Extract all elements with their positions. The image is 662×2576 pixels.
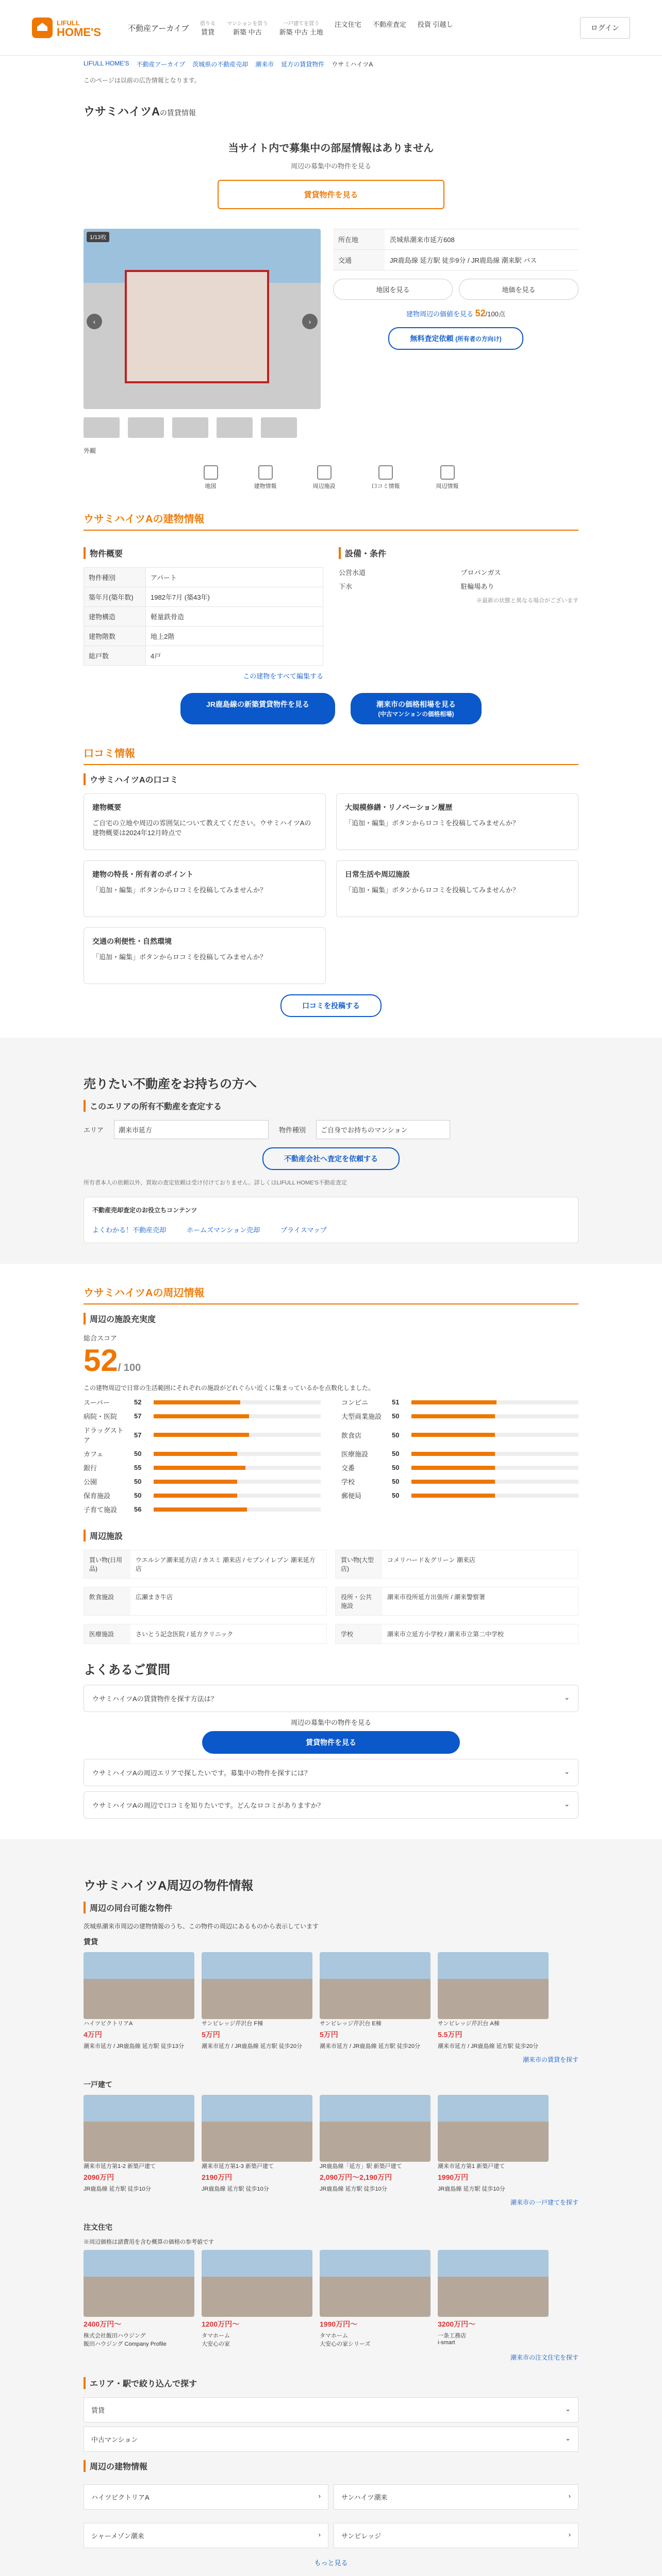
address-value: 茨城県潮来市延方608 — [390, 236, 455, 244]
area-icon — [440, 465, 455, 480]
property-photo — [84, 2250, 194, 2317]
nav-house[interactable]: 一戸建てを買う 新築 中古 土地 — [279, 21, 323, 36]
nav-rent[interactable]: 借りる 賃貸 — [200, 21, 216, 36]
faq-rent-button[interactable]: 賃貸物件を見る — [202, 1731, 460, 1754]
score-bar — [154, 1480, 321, 1484]
content-link[interactable]: ホームズマンション売却 — [187, 1226, 260, 1234]
order-note: ※周辺価格は諸費用を含む概算の価格の参考値です — [84, 2239, 214, 2245]
score-bar-value: 50 — [392, 1412, 400, 1420]
property-photo — [438, 1952, 549, 2019]
house-more-link[interactable]: 潮来市の一戸建てを探す — [510, 2199, 578, 2206]
house-list — [84, 2095, 578, 2193]
score-bar-fill — [154, 1452, 237, 1456]
score-bar — [154, 1494, 321, 1498]
property-card[interactable]: 1990万円〜 タマホーム 大安心の家シリーズ — [320, 2250, 431, 2348]
no-vacancy-heading: 当サイト内で募集中の部屋情報はありません — [228, 143, 434, 154]
chevron-down-icon: ⌄ — [564, 1693, 570, 1701]
score-bar-label: 銀行 — [84, 1464, 97, 1472]
score-bar — [411, 1466, 578, 1470]
property-photo — [320, 1952, 431, 2019]
score-bar-fill — [411, 1466, 495, 1470]
score-bar-fill — [154, 1414, 249, 1418]
photo-caption: 外観 — [84, 447, 96, 454]
property-card[interactable]: 2400万円〜 株式会社飯田ハウジング 飯田ハウジング Company Profile — [84, 2250, 194, 2348]
around-note: 茨城県潮来市周辺の建物情報のうち、この物件の周辺にあるものから表示しています — [84, 1923, 319, 1930]
review-sub: ウサミハイツAの口コミ — [84, 773, 578, 785]
icon-review[interactable]: 口コミ情報 — [372, 465, 400, 490]
score-bar-label: 保育施設 — [84, 1492, 111, 1500]
score-bar-value: 52 — [134, 1398, 142, 1406]
thumbnail[interactable] — [128, 417, 164, 438]
crumb-archive[interactable]: 不動産アーカイブ — [136, 61, 186, 68]
score-bar-label: 学校 — [341, 1478, 355, 1486]
valuation-link[interactable]: 建物周辺の価値を見る — [406, 310, 474, 318]
prev-arrow-icon[interactable]: ‹ — [87, 314, 102, 329]
icon-fac[interactable]: 周辺施設 — [313, 465, 336, 490]
area-link[interactable]: 賃貸 ⌄ — [84, 2397, 578, 2422]
score-bar-row — [341, 1425, 578, 1445]
score-bar-label: 病院・医院 — [84, 1413, 118, 1420]
map-icon — [204, 465, 218, 480]
score-bar — [411, 1480, 578, 1484]
score-bar-fill — [154, 1433, 249, 1437]
property-card[interactable]: JR鹿島線「延方」駅 新築戸建て 2,090万円〜2,190万円 JR鹿島線 延方駅 徒歩10分 — [320, 2095, 431, 2193]
score-bar-fill — [154, 1480, 237, 1484]
area-select[interactable]: 潮来市延方 — [114, 1120, 269, 1139]
free-assess-button[interactable]: 無料査定依頼 (所有者の方向け) — [388, 327, 523, 350]
thumbnail[interactable] — [84, 417, 120, 438]
crumb-area[interactable]: 延方の賃貸物件 — [281, 61, 325, 68]
building-icon — [258, 465, 273, 480]
chevron-down-icon: ⌄ — [565, 2405, 571, 2413]
review-card: 交通の利便性・自然環境 「追加・編集」ボタンからロコミを投稿してみませんか？ — [84, 927, 326, 984]
score-bar — [411, 1494, 578, 1498]
crumb-city[interactable]: 潮来市 — [255, 61, 274, 68]
score-bar-fill — [411, 1400, 496, 1404]
score-bar-row — [84, 1397, 321, 1407]
property-photo — [320, 2095, 431, 2162]
score-bar — [411, 1452, 578, 1456]
photo-counter: 1/13枚 — [87, 232, 109, 242]
property-card[interactable]: サンビレッジ芹沢台 E棟 5万円 潮来市延方 / JR鹿島線 延方駅 徒歩20分 — [320, 1952, 431, 2050]
facility-grid: 買い物(日用品) ウエルシア潮来延方店 / カスミ 潮来店 / セブンイレブン 潮来延方店 買い物(大型店) コメリハード＆グリーン 潮来店 飲食施設 広瀬まき牛店 役所・公共施設 潮来市役所延方出張所 / 潮来警察署 医療施設 さいとう記念医院 / 延方クリニック 学校 潮来市立延方小学校 / 潮来市立第二中学校 — [84, 1550, 578, 1644]
property-card[interactable]: サンビレッジ芹沢台 F棟 5万円 潮来市延方 / JR鹿島線 延方駅 徒歩20分 — [202, 1952, 312, 2050]
thumbnail[interactable] — [217, 417, 253, 438]
review-card: 建物概要 ご自宅の立地や周辺の雰囲気について教えてください。ウサミハイツAの建物概要は2024年12月時点で — [84, 793, 326, 850]
edit-link[interactable]: この建物をすべて編集する — [243, 672, 323, 680]
equip-list: 公営水道 プロパンガス 下水 駐輪場あり — [339, 569, 501, 590]
facility-icon — [317, 465, 332, 480]
order-list — [84, 2250, 578, 2348]
score-bar — [154, 1400, 321, 1404]
review-heading: 口コミ情報 — [84, 745, 578, 765]
overview-table: 物件種別 アパート 築年月(築年数) 1982年7月 (築43年) 建物構造 軽量鉄骨造 建物階数 地上2階 総戸数 4戸 — [84, 567, 323, 666]
faq-item[interactable]: ウサミハイツAの周辺で口コミを知りたいです。どんなロコミがありますか？ ⌄ — [84, 1791, 578, 1819]
score-bar-value: 50 — [392, 1464, 400, 1471]
rent-more-link[interactable]: 潮来市の賃貸を探す — [522, 2056, 578, 2063]
page-title: ウサミハイツAの賃貸情報 — [84, 105, 196, 118]
see-rent-button[interactable]: 賃貸物件を見る — [218, 180, 444, 209]
house-image — [125, 270, 269, 383]
score-bar-label: スーパー — [84, 1399, 110, 1406]
score-bar-value: 57 — [134, 1412, 142, 1420]
site-header — [0, 0, 662, 56]
score-bar-fill — [154, 1400, 240, 1404]
chevron-down-icon: ⌄ — [565, 2434, 571, 2442]
score-bar-fill — [411, 1494, 495, 1498]
score-bar-fill — [411, 1480, 495, 1484]
score-bar-row — [84, 1425, 321, 1445]
thumbnail[interactable] — [172, 417, 208, 438]
line-rent-button[interactable]: JR鹿島線の新築賃貸物件を見る — [180, 693, 335, 724]
score-bar-label: 飲食店 — [341, 1431, 362, 1439]
score-bar-value: 50 — [392, 1492, 400, 1499]
score-bar-row — [341, 1411, 578, 1421]
nav-assess[interactable]: 不動産査定 — [372, 21, 406, 28]
valuation-unit: /100点 — [485, 310, 505, 318]
score-bar-label: カフェ — [84, 1450, 104, 1458]
property-photo — [320, 2250, 431, 2317]
around-sub: 周辺の同台可能な物件 — [84, 1902, 578, 1913]
chevron-down-icon: ⌄ — [564, 1800, 570, 1808]
login-button[interactable]: ログイン — [580, 17, 630, 39]
score-bar-row — [341, 1477, 578, 1486]
notice-text: このページは以前の広告情報となります。 — [84, 77, 201, 84]
score-bar — [411, 1400, 578, 1404]
sell-heading: 売りたい不動産をお持ちの方へ — [84, 1077, 257, 1091]
chevron-right-icon: › — [318, 2531, 321, 2538]
map-button[interactable]: 地図を見る — [333, 279, 453, 300]
property-photo — [202, 1952, 312, 2019]
archive-label[interactable]: 不動産アーカイブ — [128, 24, 189, 33]
property-card[interactable]: 潮来市延方第1 新築戸建て 1990万円 JR鹿島線 延方駅 徒歩10分 — [438, 2095, 549, 2193]
score-bar-label: 大型商業施設 — [341, 1413, 382, 1420]
neighbor-link[interactable]: サンハイツ潮来 › — [334, 2484, 578, 2510]
sell-sub: このエリアの所有不動産を査定する — [84, 1100, 578, 1112]
thumbnail-strip — [84, 417, 321, 438]
env-note: この建物周辺で日常の生活範囲にそれぞれの施設がどれぐらい近くに集まっているかを点数化しました。 — [84, 1384, 375, 1392]
main-nav — [200, 19, 453, 37]
no-vacancy-box — [84, 129, 578, 229]
around-heading: ウサミハイツA周辺の物件情報 — [84, 1879, 254, 1893]
access-value: JR鹿島線 延方駅 徒歩9分 / JR鹿島線 潮来駅 バス — [390, 257, 537, 264]
logo-house-icon — [32, 18, 53, 38]
logo-big: HOME'S — [57, 26, 101, 39]
score-bars — [84, 1397, 578, 1514]
rent-heading: 賃貸 — [84, 1938, 98, 1946]
icon-bldg[interactable]: 建物情報 — [254, 465, 277, 490]
thumbnail[interactable] — [261, 417, 297, 438]
chevron-right-icon: › — [568, 2492, 571, 2500]
score-bar-value: 51 — [392, 1398, 400, 1406]
total-score: 52/ 100 — [84, 1343, 141, 1378]
score-bar — [411, 1414, 578, 1418]
nav-order[interactable]: 注文住宅 — [334, 21, 361, 28]
breadcrumb — [84, 56, 578, 73]
neighbor-link[interactable]: サンビレッジ › — [334, 2523, 578, 2548]
order-heading: 注文住宅 — [84, 2223, 112, 2231]
overview-heading: 物件概要 — [84, 547, 323, 559]
env-sub: 周辺の施設充実度 — [84, 1313, 578, 1325]
address-label: 所在地 — [333, 229, 385, 249]
crumb-home[interactable]: LIFULL HOME'S — [84, 60, 129, 67]
equip-note: ※最新の状態と異なる場合がございます — [476, 598, 578, 604]
faq-item[interactable]: ウサミハイツAの賃貸物件を探す方法は？ ⌄ — [84, 1685, 578, 1712]
content-link[interactable]: よくわかる！不動産売却 — [92, 1226, 167, 1234]
crumb-current: ウサミハイツA — [332, 61, 373, 68]
review-card: 建物の特長・所有者のポイント 「追加・編集」ボタンからロコミを投稿してみませんか？ — [84, 860, 326, 917]
price-button[interactable]: 地価を見る — [459, 279, 578, 300]
score-bar-row — [84, 1504, 321, 1514]
neighbor-heading: 周辺の建物情報 — [84, 2460, 578, 2472]
type-label: 物件種別 — [279, 1126, 306, 1134]
property-card[interactable]: サンビレッジ芹沢台 A棟 5.5万円 潮来市延方 / JR鹿島線 延方駅 徒歩20分 — [438, 1952, 549, 2050]
score-bar-value: 50 — [134, 1492, 142, 1499]
score-bar-value: 50 — [134, 1478, 142, 1485]
score-bar-value: 57 — [134, 1431, 142, 1439]
score-bar-row — [84, 1411, 321, 1421]
area-link[interactable]: 中古マンション ⌄ — [84, 2427, 578, 2452]
score-bar-row — [84, 1449, 321, 1459]
logo-small: LIFULL — [57, 19, 80, 27]
chevron-down-icon: ⌄ — [564, 1768, 570, 1775]
order-more-link[interactable]: 潮来市の注文住宅を探す — [510, 2354, 578, 2361]
score-bar — [154, 1433, 321, 1437]
crumb-pref[interactable]: 茨城県の不動産売却 — [192, 61, 249, 68]
score-bar-fill — [411, 1452, 495, 1456]
type-select[interactable]: ご自身でお持ちのマンション — [316, 1120, 450, 1139]
access-label: 交通 — [333, 250, 385, 270]
faq-heading: よくあるご質問 — [84, 1663, 170, 1677]
neighbor-link[interactable]: シャーメゾン潮来 › — [84, 2523, 328, 2548]
score-bar — [411, 1433, 578, 1437]
property-card[interactable]: 3200万円〜 一条工務店 i-smart — [438, 2250, 549, 2348]
sell-note: 所有者本人の依頼以外、買取の査定依頼は受け付けておりません。詳しくはLIFULL HOME'S不動産査定 — [84, 1180, 347, 1186]
property-card[interactable]: ハイツビクトリアA 4万円 潮来市延方 / JR鹿島線 延方駅 徒歩13分 — [84, 1952, 194, 2050]
property-photo — [438, 2095, 549, 2162]
score-bar-label: 子育て施設 — [84, 1506, 118, 1514]
house-heading: 一戸建て — [84, 2080, 112, 2089]
score-bar-label: コンビニ — [341, 1399, 369, 1406]
score-bar-fill — [154, 1466, 245, 1470]
review-card: 大規模修繕・リノベーション履歴 「追加・編集」ボタンからロコミを投稿してみませんか？ — [336, 793, 578, 850]
score-bar — [154, 1452, 321, 1456]
review-card: 日常生活や周辺施設 「追加・編集」ボタンからロコミを投稿してみませんか？ — [336, 860, 578, 917]
faq-item[interactable]: ウサミハイツAの周辺エリアで探したいです。募集中の物件を探すには？ ⌄ — [84, 1759, 578, 1786]
next-arrow-icon[interactable]: › — [302, 314, 318, 329]
review-icon — [378, 465, 393, 480]
score-bar-row — [341, 1463, 578, 1472]
score-bar-fill — [154, 1494, 237, 1498]
rent-list — [84, 1952, 578, 2050]
neighbor-more-link[interactable]: もっと見る — [314, 2559, 348, 2567]
score-bar-fill — [154, 1507, 247, 1512]
property-photo — [84, 2095, 194, 2162]
score-bar-label: 交番 — [341, 1464, 355, 1472]
neighbor-link[interactable]: ハイツビクトリアA › — [84, 2484, 328, 2510]
score-bar-row — [341, 1449, 578, 1459]
content-link[interactable]: プライスマップ — [280, 1226, 327, 1234]
score-bar-label: 郵便局 — [341, 1492, 362, 1500]
faq-overlay: 周辺の募集中の物件を見る 賃貸物件を見る — [84, 1717, 578, 1754]
score-bar — [154, 1414, 321, 1418]
score-bar-label: 公園 — [84, 1478, 97, 1486]
score-bar-value: 50 — [392, 1431, 400, 1439]
score-bar-label: 医療施設 — [341, 1450, 369, 1458]
score-bar-row — [84, 1490, 321, 1500]
score-bar-value: 55 — [134, 1464, 142, 1471]
property-photo — [202, 2095, 312, 2162]
score-bar-value: 50 — [392, 1478, 400, 1485]
valuation-score: 52 — [475, 308, 486, 318]
chevron-right-icon: › — [318, 2492, 321, 2500]
no-vacancy-sub: 周辺の募集中の物件を見る — [290, 162, 371, 170]
equip-heading: 設備・条件 — [339, 547, 578, 559]
score-bar-value: 50 — [134, 1450, 142, 1458]
review-cards — [84, 793, 578, 984]
property-card[interactable]: 潮来市延方第1-3 新築戸建て 2190万円 JR鹿島線 延方駅 徒歩10分 — [202, 2095, 312, 2193]
post-review-button[interactable]: 口コミを投稿する — [280, 994, 382, 1017]
price-market-button[interactable]: 潮来市の価格相場を見る (中古マンションの価格相場) — [351, 693, 482, 724]
score-bar — [154, 1507, 321, 1512]
score-bar-row — [341, 1490, 578, 1500]
area-heading: エリア・駅で絞り込んで探す — [84, 2377, 578, 2389]
score-bar — [154, 1466, 321, 1470]
content-card: 不動産売却査定のお役立ちコンテンツ よくわかる！不動産売却 ホームズマンション売却 プライスマップ — [84, 1197, 578, 1243]
around-section — [0, 1839, 662, 2576]
building-photo[interactable] — [84, 229, 321, 409]
score-bar-row — [84, 1477, 321, 1486]
env-heading: ウサミハイツAの周辺情報 — [84, 1284, 578, 1304]
score-bar-value: 50 — [392, 1450, 400, 1458]
property-photo — [438, 2250, 549, 2317]
property-card[interactable]: 潮来市延方第1-2 新築戸建て 2090万円 JR鹿島線 延方駅 徒歩10分 — [84, 2095, 194, 2193]
site-logo[interactable] — [32, 18, 125, 38]
score-bar-fill — [411, 1414, 495, 1418]
icon-around[interactable]: 周辺情報 — [436, 465, 459, 490]
nav-mansion[interactable]: マンションを買う 新築 中古 — [227, 21, 268, 36]
chevron-right-icon: › — [568, 2531, 571, 2538]
score-bar-row — [84, 1463, 321, 1472]
property-card[interactable]: 1200万円〜 タマホーム 大安心の家 — [202, 2250, 312, 2348]
request-assess-button[interactable]: 不動産会社へ査定を依頼する — [262, 1147, 400, 1170]
sell-section — [0, 1038, 662, 1264]
score-bar-fill — [411, 1433, 495, 1437]
icon-map[interactable]: 地図 — [204, 465, 218, 490]
building-info-heading: ウサミハイツAの建物情報 — [84, 511, 578, 531]
score-bar-label: ドラッグストア — [84, 1427, 124, 1444]
score-bar-row — [341, 1397, 578, 1407]
property-photo — [202, 2250, 312, 2317]
facility-heading: 周辺施設 — [84, 1530, 578, 1541]
property-photo — [84, 1952, 194, 2019]
score-bar-value: 56 — [134, 1505, 142, 1513]
nav-invest[interactable]: 投資 引越し — [417, 21, 453, 28]
section-icons — [84, 465, 578, 490]
total-label: 総合スコア — [84, 1334, 118, 1342]
area-label: エリア — [84, 1126, 104, 1134]
